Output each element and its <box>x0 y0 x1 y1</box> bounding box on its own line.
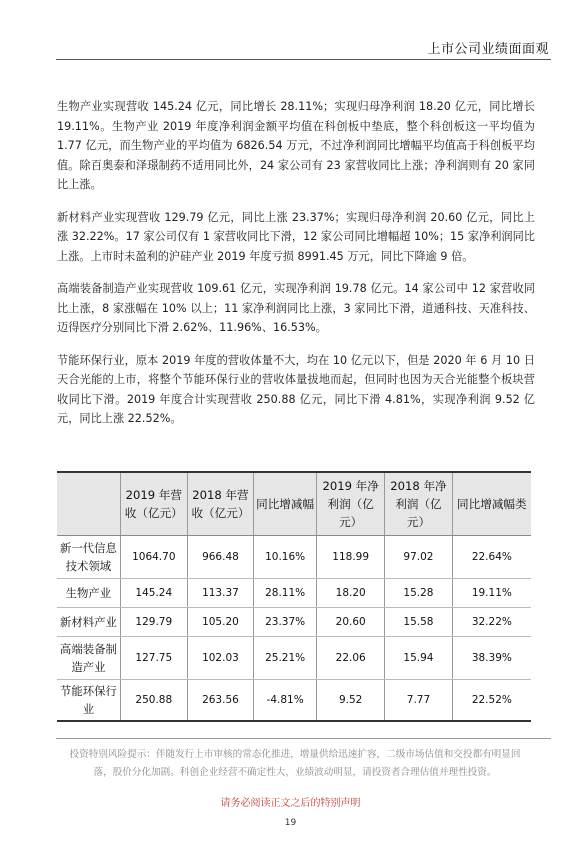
table-header-cell: 2018 年营收（亿元） <box>187 472 253 536</box>
table-cell: 113.37 <box>187 579 253 608</box>
table-row-label: 生物产业 <box>57 579 120 608</box>
table-header-cell: 同比增减幅 <box>254 472 317 536</box>
table-cell: 1064.70 <box>120 536 187 579</box>
table-cell: 22.52% <box>452 680 531 722</box>
table-cell: 28.11% <box>254 579 317 608</box>
table-row-label: 新一代信息技术领域 <box>57 536 120 579</box>
table-cell: 127.75 <box>120 637 187 680</box>
table-cell: 97.02 <box>385 536 452 579</box>
page-number: 19 <box>284 818 297 828</box>
paragraph-new-materials: 新材料产业实现营收 129.79 亿元，同比上涨 23.37%；实现归母净利润 20.60 亿元，同比上涨 32.22%。17 家公司仅有 1 家营收同比下滑，12 家公司同比增幅超 10%；15 家净利润同比上涨。上市时未盈利的沪硅产业 2019 年度亏损 8991.45 万元，同比下降逾 9 倍。 <box>57 210 535 263</box>
table-row <box>57 680 531 722</box>
table-cell: 118.99 <box>317 536 385 579</box>
table-cell: 145.24 <box>120 579 187 608</box>
table-cell: 105.20 <box>187 608 253 637</box>
table-row <box>57 536 531 579</box>
table-cell: 38.39% <box>452 637 531 680</box>
table-cell: 263.56 <box>187 680 253 722</box>
table-header-row <box>57 472 531 536</box>
table-row-label: 节能环保行业 <box>57 680 120 722</box>
table-header-cell: 同比增减幅类 <box>452 472 531 536</box>
table-header-cell: 2018 年净利润（亿元） <box>385 472 452 536</box>
table-row <box>57 637 531 680</box>
paragraph-high-end-equipment: 高端装备制造产业实现营收 109.61 亿元，实现净利润 19.78 亿元。14 家公司中 12 家营收同比上涨，8 家涨幅在 10% 以上；11 家净利润同比上涨，3 家同比下滑，道通科技、天准科技、迈得医疗分别同比下滑 2.62%、11.96%、16.53%。 <box>57 282 535 334</box>
table-cell: 23.37% <box>254 608 317 637</box>
table-cell: 22.64% <box>452 536 531 579</box>
table-header-cell: 2019 年净利润（亿元） <box>317 472 385 536</box>
footer-divider <box>56 738 551 739</box>
paragraph-biotech: 生物产业实现营收 145.24 亿元，同比增长 28.11%；实现归母净利润 18.20 亿元，同比增长 19.11%。生物产业 2019 年度净利润金额平均值在科创板中垫底，整个科创板这一平均值为 1.77 亿元，而生物产业的平均值为 6826.54 万元，不过净利润同比增幅平均值高于科创板平均值。除百奥泰和泽璟制药不适用同比外，24 家公司有 23 家营收同比上涨；净利润则有 20 家同比上涨。 <box>57 100 535 191</box>
table-cell: 18.20 <box>317 579 385 608</box>
table-row <box>57 608 531 637</box>
table-cell: 15.58 <box>385 608 452 637</box>
table-cell: 102.03 <box>187 637 253 680</box>
table-cell: 7.77 <box>385 680 452 722</box>
table-cell: 9.52 <box>317 680 385 722</box>
table-cell: 966.48 <box>187 536 253 579</box>
table-cell: 20.60 <box>317 608 385 637</box>
table-cell: 15.94 <box>385 637 452 680</box>
table-cell: 129.79 <box>120 608 187 637</box>
risk-warning-note: 投资特别风险提示：伴随发行上市审核的常态化推进，增量供给迅速扩容，二级市场估值和交投都有明显回落，股价分化加剧。科创企业经营不确定性大，业绩波动明显，请投资者合理估值并理性投资。 <box>69 749 521 778</box>
table-cell: 19.11% <box>452 579 531 608</box>
table-row-label: 新材料产业 <box>57 608 120 637</box>
table-cell: 25.21% <box>254 637 317 680</box>
industry-comparison-table <box>57 471 531 722</box>
table-cell: 250.88 <box>120 680 187 722</box>
body-text <box>57 97 535 442</box>
table-cell: 22.06 <box>317 637 385 680</box>
table-cell: -4.81% <box>254 680 317 722</box>
table-row-label: 高端装备制造产业 <box>57 637 120 680</box>
table-cell: 15.28 <box>385 579 452 608</box>
table-header-cell: 2019 年营收（亿元） <box>120 472 187 536</box>
header-title: 上市公司业绩面面观 <box>427 42 549 57</box>
header-divider <box>56 59 551 60</box>
paragraph-energy-saving: 节能环保行业，原本 2019 年度的营收体量不大，均在 10 亿元以下，但是 2020 年 6 月 10 日天合光能的上市，将整个节能环保行业的营收体量拔地而起，但同时也因为天合光能整个板块营收同比下滑。2019 年度合计实现营收 250.88 亿元，同比下滑 4.81%，实现净利润 9.52 亿元，同比上涨 22.52%。 <box>57 353 535 425</box>
disclaimer-link[interactable]: 请务必阅读正文之后的特别声明 <box>220 798 361 809</box>
table-header-corner <box>57 472 120 536</box>
table-row <box>57 579 531 608</box>
table-cell: 10.16% <box>254 536 317 579</box>
table-cell: 32.22% <box>452 608 531 637</box>
